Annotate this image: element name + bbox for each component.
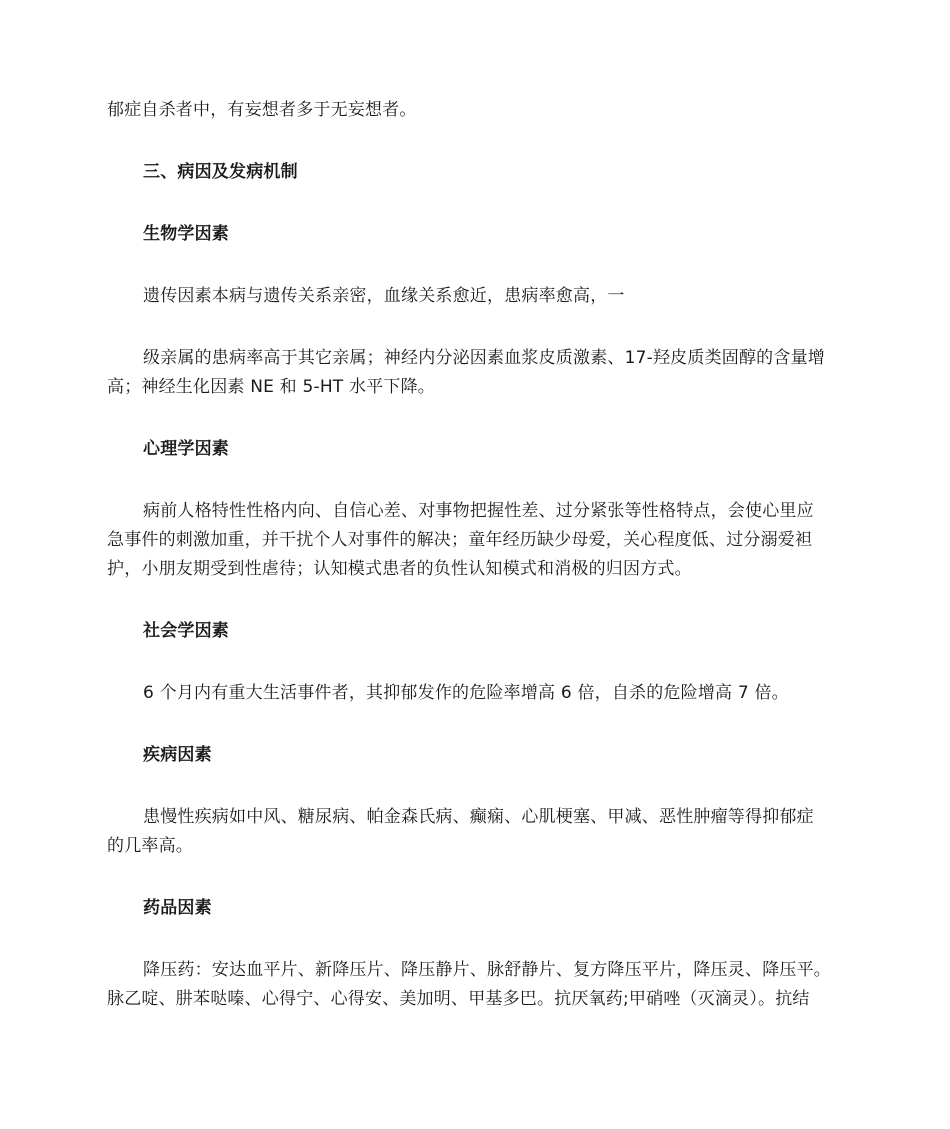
subsection-heading: 生物学因素: [143, 224, 229, 244]
paragraph-line: 脉乙啶、肼苯哒嗪、心得宁、心得安、美加明、甲基多巴。抗厌氧药;甲硝唑（灭滴灵）。抗结: [107, 989, 810, 1009]
subsection-heading: 疾病因素: [143, 745, 212, 765]
subsection-heading: 药品因素: [143, 898, 212, 918]
section-heading: 三、病因及发病机制: [143, 162, 298, 182]
paragraph-line: 病前人格特性性格内向、自信心差、对事物把握性差、过分紧张等性格特点，会使心里应: [143, 501, 814, 521]
paragraph-line: 患慢性疾病如中风、糖尿病、帕金森氏病、癫痫、心肌梗塞、甲减、恶性肿瘤等得抑郁症: [143, 807, 814, 827]
paragraph-line: 降压药：安达血平片、新降压片、降压静片、脉舒静片、复方降压平片，降压灵、降压平。: [143, 960, 831, 980]
paragraph-line: 高；神经生化因素 NE 和 5-HT 水平下降。: [107, 377, 435, 397]
paragraph-line: 6 个月内有重大生活事件者，其抑郁发作的危险率增高 6 倍，自杀的危险增高 7 倍。: [143, 683, 789, 703]
subsection-heading: 心理学因素: [143, 439, 229, 459]
subsection-heading: 社会学因素: [143, 621, 229, 641]
paragraph-line: 的几率高。: [107, 836, 193, 856]
paragraph-line: 护，小朋友期受到性虐待；认知模式患者的负性认知模式和消极的归因方式。: [107, 559, 692, 579]
paragraph-line: 遗传因素本病与遗传关系亲密，血缘关系愈近，患病率愈高，一: [143, 286, 625, 306]
paragraph-line: 急事件的刺激加重，并干扰个人对事件的解决；童年经历缺少母爱，关心程度低、过分溺爱袒: [107, 530, 813, 550]
paragraph-line: 级亲属的患病率高于其它亲属；神经内分泌因素血浆皮质激素、17-羟皮质类固醇的含量增: [143, 348, 825, 368]
paragraph-line: 郁症自杀者中，有妄想者多于无妄想者。: [107, 100, 417, 120]
